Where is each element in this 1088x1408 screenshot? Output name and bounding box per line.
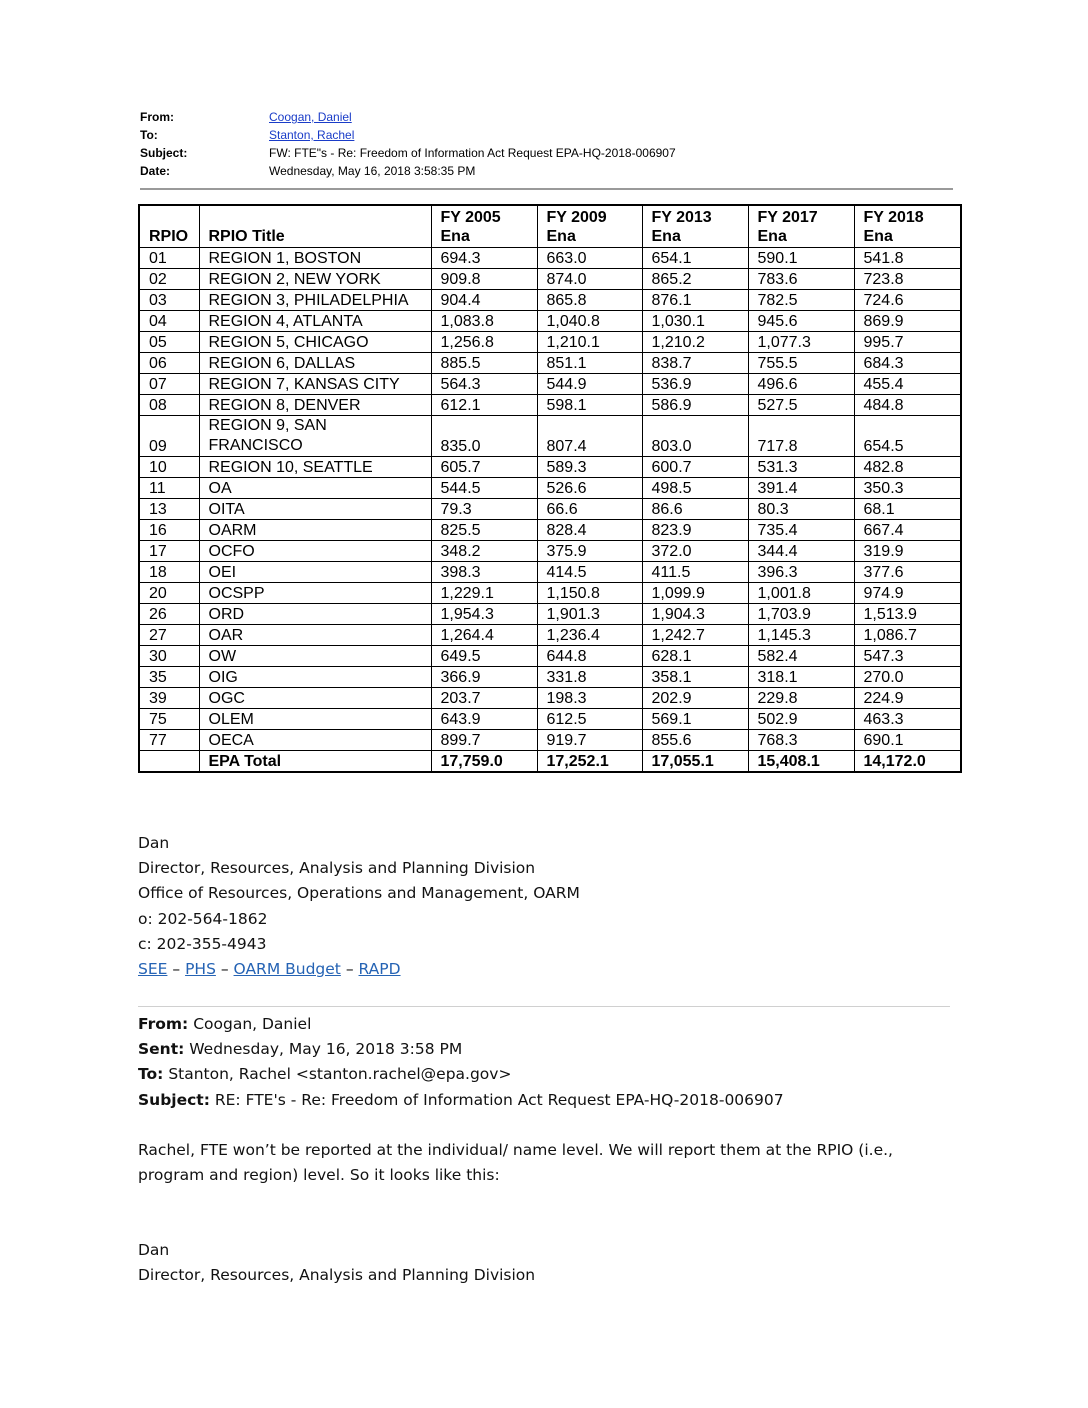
cell-value: 318.1 <box>748 667 854 688</box>
cell-value: 1,001.8 <box>748 583 854 604</box>
cell-rpio-title: REGION 7, KANSAS CITY <box>199 374 431 395</box>
cell-rpio-title: OEI <box>199 562 431 583</box>
cell-rpio: 01 <box>139 248 199 269</box>
signature-links <box>138 957 958 982</box>
cell-value: 1,901.3 <box>537 604 642 625</box>
cell-value: 198.3 <box>537 688 642 709</box>
cell-value: 605.7 <box>431 457 537 478</box>
cell-value: 455.4 <box>854 374 961 395</box>
cell-rpio: 10 <box>139 457 199 478</box>
cell-value: 1,703.9 <box>748 604 854 625</box>
cell-value: 68.1 <box>854 499 961 520</box>
cell-value: 547.3 <box>854 646 961 667</box>
cell-value: 564.3 <box>431 374 537 395</box>
cell-rpio: 06 <box>139 353 199 374</box>
cell-value: 270.0 <box>854 667 961 688</box>
cell-value: 391.4 <box>748 478 854 499</box>
cell-value: 851.1 <box>537 353 642 374</box>
header-from-row <box>140 108 960 126</box>
fwd-body: Rachel, FTE won’t be reported at the individual/ name level. We will report them at the RPIO (i.e., program and region) level. So it looks like this: <box>138 1140 893 1185</box>
header-divider <box>140 188 953 190</box>
cell-value: 396.3 <box>748 562 854 583</box>
cell-rpio-title: REGION 5, CHICAGO <box>199 332 431 353</box>
cell-value: 17,055.1 <box>642 751 748 773</box>
header-to-row <box>140 126 960 144</box>
table-row <box>139 332 961 353</box>
cell-value: 717.8 <box>748 416 854 457</box>
cell-rpio: 39 <box>139 688 199 709</box>
cell-value: 835.0 <box>431 416 537 457</box>
cell-value: 1,242.7 <box>642 625 748 646</box>
table-row <box>139 709 961 730</box>
cell-value: 885.5 <box>431 353 537 374</box>
link-see[interactable]: SEE <box>138 960 168 979</box>
table-header-row <box>139 205 961 248</box>
col-header-rpio: RPIO <box>139 205 199 248</box>
link-separator: – <box>172 960 181 979</box>
fwd-to-label: To: <box>138 1065 164 1084</box>
table-row <box>139 499 961 520</box>
cell-value: 723.8 <box>854 269 961 290</box>
fwd-spacer <box>138 1188 958 1238</box>
col-header-fy2018: FY 2018 Ena <box>854 205 961 248</box>
date-value: Wednesday, May 16, 2018 3:58:35 PM <box>269 164 476 178</box>
cell-value: 319.9 <box>854 541 961 562</box>
col-header-fy2005: FY 2005 Ena <box>431 205 537 248</box>
cell-value: 667.4 <box>854 520 961 541</box>
cell-value: 974.9 <box>854 583 961 604</box>
cell-value: 1,099.9 <box>642 583 748 604</box>
cell-value: 768.3 <box>748 730 854 751</box>
cell-rpio-title: OW <box>199 646 431 667</box>
cell-value: 919.7 <box>537 730 642 751</box>
header-subject-row <box>140 144 960 162</box>
date-label: Date: <box>140 164 171 178</box>
table-row <box>139 416 961 457</box>
cell-value: 803.0 <box>642 416 748 457</box>
cell-value: 600.7 <box>642 457 748 478</box>
fwd-sig-name: Dan <box>138 1241 170 1260</box>
cell-value: 582.4 <box>748 646 854 667</box>
cell-value: 909.8 <box>431 269 537 290</box>
cell-value: 398.3 <box>431 562 537 583</box>
cell-value: 536.9 <box>642 374 748 395</box>
cell-value: 496.6 <box>748 374 854 395</box>
cell-value: 1,954.3 <box>431 604 537 625</box>
cell-value: 654.1 <box>642 248 748 269</box>
email-header <box>140 108 960 180</box>
cell-rpio: 35 <box>139 667 199 688</box>
cell-value: 755.5 <box>748 353 854 374</box>
cell-value: 1,229.1 <box>431 583 537 604</box>
cell-value: 541.8 <box>854 248 961 269</box>
cell-rpio-title: OECA <box>199 730 431 751</box>
cell-value: 86.6 <box>642 499 748 520</box>
link-rapd[interactable]: RAPD <box>358 960 401 979</box>
table-row <box>139 269 961 290</box>
cell-rpio: 13 <box>139 499 199 520</box>
cell-rpio: 02 <box>139 269 199 290</box>
cell-rpio: 04 <box>139 311 199 332</box>
cell-rpio-title: OLEM <box>199 709 431 730</box>
cell-rpio: 26 <box>139 604 199 625</box>
forwarded-message <box>138 1012 958 1289</box>
cell-rpio: 20 <box>139 583 199 604</box>
cell-value: 825.5 <box>431 520 537 541</box>
cell-value: 15,408.1 <box>748 751 854 773</box>
cell-value: 807.4 <box>537 416 642 457</box>
cell-value: 1,030.1 <box>642 311 748 332</box>
cell-rpio: 18 <box>139 562 199 583</box>
cell-value: 229.8 <box>748 688 854 709</box>
cell-value: 649.5 <box>431 646 537 667</box>
fwd-subject-label: Subject: <box>138 1090 210 1109</box>
cell-value: 724.6 <box>854 290 961 311</box>
cell-value: 203.7 <box>431 688 537 709</box>
cell-rpio-title: REGION 3, PHILADELPHIA <box>199 290 431 311</box>
cell-value: 598.1 <box>537 395 642 416</box>
cell-value: 838.7 <box>642 353 748 374</box>
cell-value: 1,083.8 <box>431 311 537 332</box>
cell-value: 1,086.7 <box>854 625 961 646</box>
forward-divider <box>138 1006 950 1007</box>
cell-value: 331.8 <box>537 667 642 688</box>
signature-office: Office of Resources, Operations and Management, OARM <box>138 884 580 903</box>
cell-value: 66.6 <box>537 499 642 520</box>
cell-value: 14,172.0 <box>854 751 961 773</box>
cell-value: 17,252.1 <box>537 751 642 773</box>
cell-value: 224.9 <box>854 688 961 709</box>
from-label: From: <box>140 110 174 124</box>
cell-value: 995.7 <box>854 332 961 353</box>
from-link[interactable]: Coogan, Daniel <box>269 110 352 124</box>
cell-rpio-title: REGION 2, NEW YORK <box>199 269 431 290</box>
cell-value: 350.3 <box>854 478 961 499</box>
cell-value: 17,759.0 <box>431 751 537 773</box>
cell-rpio: 27 <box>139 625 199 646</box>
cell-value: 1,145.3 <box>748 625 854 646</box>
cell-value: 855.6 <box>642 730 748 751</box>
table-row <box>139 520 961 541</box>
cell-value: 544.5 <box>431 478 537 499</box>
cell-rpio-title: REGION 1, BOSTON <box>199 248 431 269</box>
fwd-from-label: From: <box>138 1015 189 1033</box>
table-row <box>139 395 961 416</box>
cell-value: 375.9 <box>537 541 642 562</box>
cell-value: 414.5 <box>537 562 642 583</box>
cell-rpio <box>139 751 199 773</box>
cell-value: 527.5 <box>748 395 854 416</box>
cell-value: 569.1 <box>642 709 748 730</box>
fwd-subject-row <box>138 1088 958 1113</box>
cell-value: 684.3 <box>854 353 961 374</box>
signature-name: Dan <box>138 834 170 852</box>
cell-value: 1,264.4 <box>431 625 537 646</box>
subject-value: FW: FTE"s - Re: Freedom of Information Act Request EPA-HQ-2018-006907 <box>269 146 676 160</box>
fwd-sent-row <box>138 1037 958 1062</box>
fwd-to-value: Stanton, Rachel <stanton.rachel@epa.gov> <box>168 1065 512 1084</box>
cell-value: 899.7 <box>431 730 537 751</box>
cell-rpio-title: OIG <box>199 667 431 688</box>
cell-value: 498.5 <box>642 478 748 499</box>
cell-value: 80.3 <box>748 499 854 520</box>
cell-value: 79.3 <box>431 499 537 520</box>
cell-rpio-title: OCFO <box>199 541 431 562</box>
table-row <box>139 688 961 709</box>
cell-value: 202.9 <box>642 688 748 709</box>
col-header-fy2009: FY 2009 Ena <box>537 205 642 248</box>
cell-value: 526.6 <box>537 478 642 499</box>
table-row <box>139 290 961 311</box>
cell-rpio: 30 <box>139 646 199 667</box>
fwd-from-value: Coogan, Daniel <box>193 1015 312 1033</box>
cell-value: 366.9 <box>431 667 537 688</box>
cell-value: 874.0 <box>537 269 642 290</box>
table-row <box>139 625 961 646</box>
signature-phone-office: o: 202-564-1862 <box>138 909 268 928</box>
fwd-from-row <box>138 1012 958 1037</box>
cell-rpio-title: REGION 4, ATLANTA <box>199 311 431 332</box>
cell-rpio-title: OGC <box>199 688 431 709</box>
table-row <box>139 541 961 562</box>
cell-value: 502.9 <box>748 709 854 730</box>
cell-value: 1,210.2 <box>642 332 748 353</box>
cell-value: 690.1 <box>854 730 961 751</box>
cell-value: 590.1 <box>748 248 854 269</box>
table-row <box>139 604 961 625</box>
cell-value: 544.9 <box>537 374 642 395</box>
signature-title: Director, Resources, Analysis and Planning Division <box>138 859 536 878</box>
col-header-fy2017: FY 2017 Ena <box>748 205 854 248</box>
cell-value: 876.1 <box>642 290 748 311</box>
to-label: To: <box>140 128 158 142</box>
cell-value: 628.1 <box>642 646 748 667</box>
cell-rpio-title: REGION 9, SAN FRANCISCO <box>199 416 431 457</box>
cell-rpio-title: REGION 8, DENVER <box>199 395 431 416</box>
link-oarm-budget[interactable]: OARM Budget <box>233 960 341 979</box>
cell-value: 735.4 <box>748 520 854 541</box>
cell-value: 869.9 <box>854 311 961 332</box>
cell-rpio: 77 <box>139 730 199 751</box>
cell-rpio-title: OAR <box>199 625 431 646</box>
cell-rpio: 03 <box>139 290 199 311</box>
fwd-subject-value: RE: FTE's - Re: Freedom of Information Act Request EPA-HQ-2018-006907 <box>214 1090 784 1109</box>
table-total-row <box>139 751 961 773</box>
fwd-sent-label: Sent: <box>138 1040 185 1059</box>
cell-rpio-title: OA <box>199 478 431 499</box>
cell-value: 411.5 <box>642 562 748 583</box>
cell-rpio-title: ORD <box>199 604 431 625</box>
subject-label: Subject: <box>140 146 188 160</box>
table-row <box>139 562 961 583</box>
cell-rpio: 16 <box>139 520 199 541</box>
cell-value: 377.6 <box>854 562 961 583</box>
cell-rpio: 17 <box>139 541 199 562</box>
table-row <box>139 353 961 374</box>
cell-value: 344.4 <box>748 541 854 562</box>
table-row <box>139 730 961 751</box>
cell-value: 586.9 <box>642 395 748 416</box>
signature-phone-cell: c: 202-355-4943 <box>138 934 267 953</box>
cell-value: 865.2 <box>642 269 748 290</box>
cell-value: 484.8 <box>854 395 961 416</box>
cell-rpio-title: OARM <box>199 520 431 541</box>
cell-value: 654.5 <box>854 416 961 457</box>
cell-rpio-title: OCSPP <box>199 583 431 604</box>
link-separator: – <box>345 960 354 979</box>
cell-value: 358.1 <box>642 667 748 688</box>
cell-rpio: 11 <box>139 478 199 499</box>
cell-value: 1,040.8 <box>537 311 642 332</box>
table-row <box>139 248 961 269</box>
table-row <box>139 667 961 688</box>
cell-value: 663.0 <box>537 248 642 269</box>
cell-rpio: 07 <box>139 374 199 395</box>
cell-rpio-title: REGION 10, SEATTLE <box>199 457 431 478</box>
link-phs[interactable]: PHS <box>185 960 216 979</box>
cell-rpio-title: OITA <box>199 499 431 520</box>
table-row <box>139 311 961 332</box>
cell-value: 945.6 <box>748 311 854 332</box>
cell-value: 644.8 <box>537 646 642 667</box>
col-header-fy2013: FY 2013 Ena <box>642 205 748 248</box>
cell-rpio-title: EPA Total <box>199 751 431 773</box>
cell-value: 589.3 <box>537 457 642 478</box>
cell-value: 782.5 <box>748 290 854 311</box>
header-date-row <box>140 162 960 180</box>
fwd-to-row <box>138 1062 958 1087</box>
cell-value: 531.3 <box>748 457 854 478</box>
cell-value: 1,236.4 <box>537 625 642 646</box>
cell-value: 865.8 <box>537 290 642 311</box>
cell-rpio: 08 <box>139 395 199 416</box>
cell-value: 783.6 <box>748 269 854 290</box>
cell-value: 694.3 <box>431 248 537 269</box>
cell-value: 1,256.8 <box>431 332 537 353</box>
fwd-sig-title: Director, Resources, Analysis and Planning Division <box>138 1266 536 1285</box>
cell-value: 1,513.9 <box>854 604 961 625</box>
cell-rpio: 75 <box>139 709 199 730</box>
cell-value: 348.2 <box>431 541 537 562</box>
cell-rpio-title: REGION 6, DALLAS <box>199 353 431 374</box>
to-link[interactable]: Stanton, Rachel <box>269 128 355 142</box>
cell-value: 372.0 <box>642 541 748 562</box>
table-row <box>139 646 961 667</box>
fwd-sent-value: Wednesday, May 16, 2018 3:58 PM <box>189 1040 463 1059</box>
table-row <box>139 478 961 499</box>
fte-table <box>138 204 962 773</box>
cell-value: 463.3 <box>854 709 961 730</box>
table-row <box>139 374 961 395</box>
cell-value: 612.5 <box>537 709 642 730</box>
cell-value: 1,077.3 <box>748 332 854 353</box>
cell-value: 904.4 <box>431 290 537 311</box>
link-separator: – <box>220 960 229 979</box>
cell-value: 823.9 <box>642 520 748 541</box>
cell-value: 482.8 <box>854 457 961 478</box>
cell-rpio: 05 <box>139 332 199 353</box>
cell-value: 1,904.3 <box>642 604 748 625</box>
cell-value: 612.1 <box>431 395 537 416</box>
signature-block <box>138 831 958 982</box>
cell-rpio: 09 <box>139 416 199 457</box>
cell-value: 1,210.1 <box>537 332 642 353</box>
cell-value: 828.4 <box>537 520 642 541</box>
table-row <box>139 457 961 478</box>
cell-value: 643.9 <box>431 709 537 730</box>
col-header-rpio-title: RPIO Title <box>199 205 431 248</box>
table-row <box>139 583 961 604</box>
cell-value: 1,150.8 <box>537 583 642 604</box>
